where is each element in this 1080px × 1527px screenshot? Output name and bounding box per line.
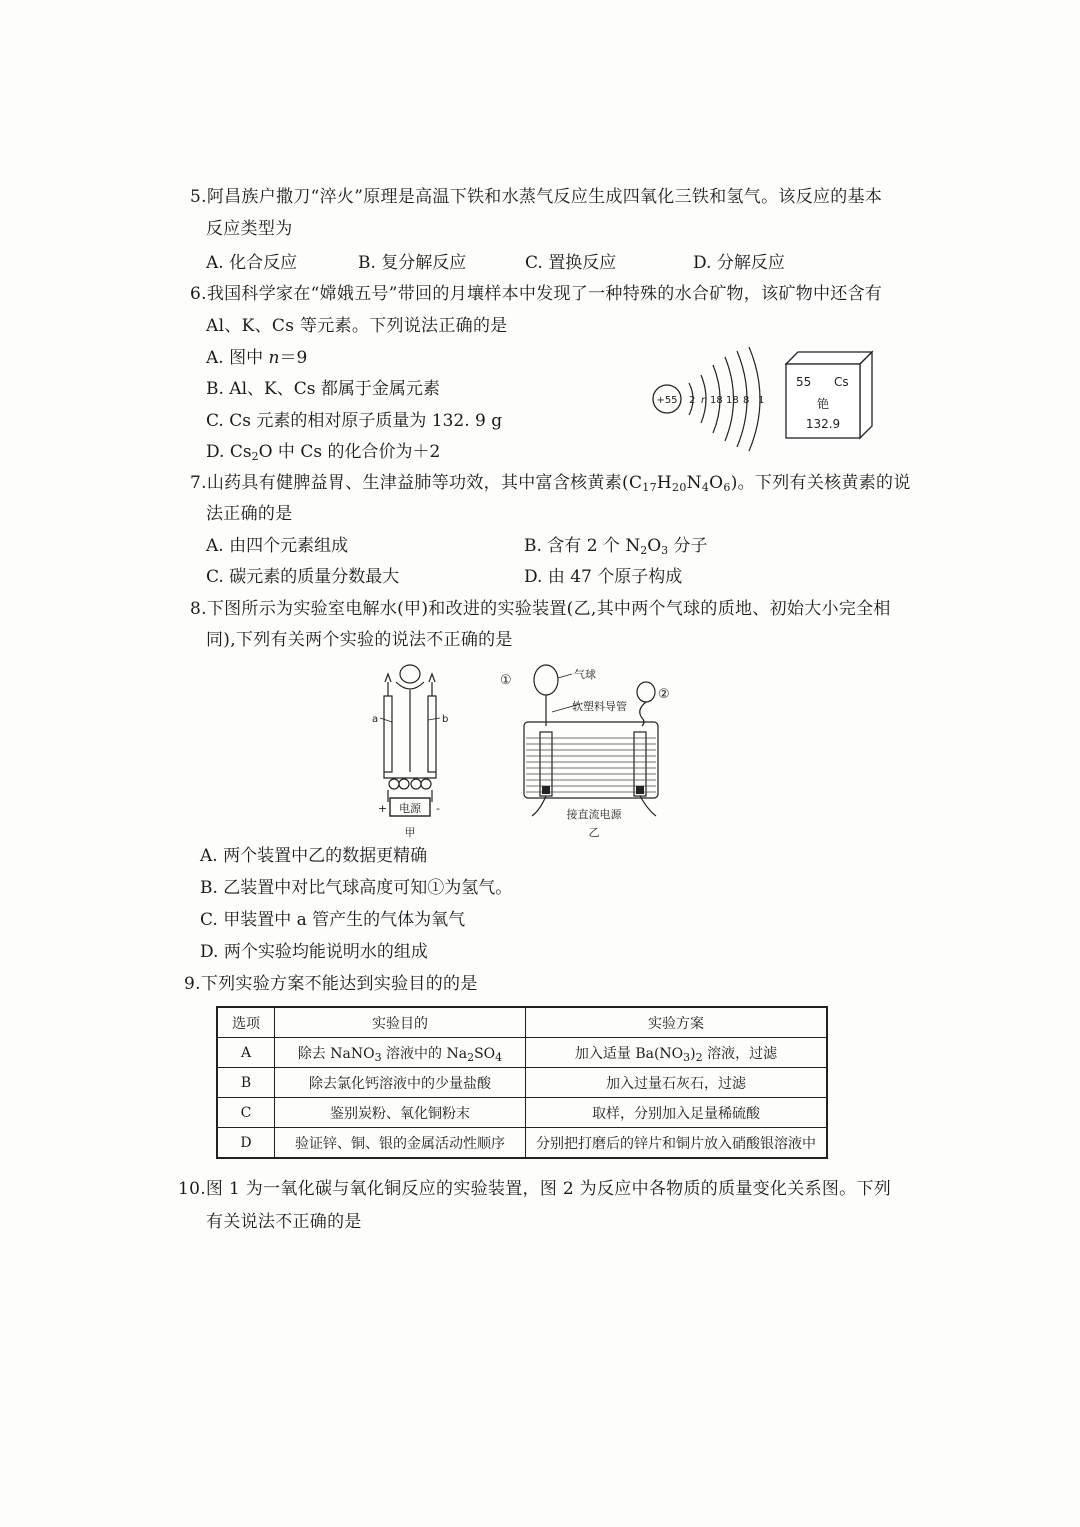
q5-stem-line2: 反应类型为 [206, 219, 293, 239]
balloon-label: 气球 [574, 668, 596, 681]
q7-option-a: A. 由四个元素组成 [206, 536, 349, 556]
table-row [217, 1068, 827, 1098]
balloon-2-label: ② [658, 687, 670, 702]
q8-option-a: A. 两个装置中乙的数据更精确 [200, 846, 428, 866]
q10-stem-line1: 10.图 1 为一氧化碳与氧化铜反应的实验装置，图 2 为反应中各物质的质量变化关系图。下列 [178, 1179, 892, 1199]
header-plan: 实验方案 [526, 1007, 828, 1038]
q8-stem-line2: 同),下列有关两个实验的说法不正确的是 [206, 630, 513, 650]
figure-yi-caption: 乙 [588, 826, 600, 839]
row-plan: 加入适量 $Ba(NO_3)_2$ 溶液，过滤 [526, 1038, 828, 1068]
q8-option-c: C. 甲装置中 a 管产生的气体为氧气 [200, 910, 466, 930]
q5-stem-line1: 5.阿昌族户撒刀“淬火”原理是高温下铁和水蒸气反应生成四氧化三铁和氢气。该反应的基本 [190, 187, 883, 207]
shell-1-count: 2 [689, 395, 696, 406]
atomic-number: 55 [796, 375, 812, 389]
q10-stem-line2: 有关说法不正确的是 [206, 1212, 362, 1232]
q6-option-c: C. Cs 元素的相对原子质量为 132. 9 g [206, 411, 503, 431]
row-plan: 加入过量石灰石，过滤 [526, 1068, 828, 1098]
row-option: B [217, 1068, 275, 1098]
table-row [217, 1098, 827, 1128]
row-option: C [217, 1098, 275, 1128]
q8-option-b: B. 乙装置中对比气球高度可知①为氢气。 [200, 878, 513, 898]
q6-stem-line1: 6.我国科学家在“嫦娥五号”带回的月壤样本中发现了一种特殊的水合矿物，该矿物中还含有 [190, 284, 883, 304]
tube-a-label: a [372, 714, 379, 725]
q6-option-a: A. 图中 n＝9 [206, 348, 308, 368]
row-plan: 取样，分别加入足量稀硫酸 [526, 1098, 828, 1128]
tube-b-label: b [442, 714, 449, 725]
figure-jia-caption: 甲 [404, 826, 416, 839]
table-row [217, 1038, 827, 1068]
q8-option-d: D. 两个实验均能说明水的组成 [200, 942, 428, 962]
shell-2-count: n [701, 395, 708, 406]
q9-stem: 9.下列实验方案不能达到实验目的的是 [184, 974, 478, 994]
q5-option-a: A. 化合反应 [206, 253, 298, 273]
q8-stem-line1: 8.下图所示为实验室电解水(甲)和改进的实验装置(乙,其中两个气球的质地、初始大小完全相 [190, 599, 891, 619]
row-goal: 验证锌、铜、银的金属活动性顺序 [275, 1128, 526, 1159]
q6-option-b: B. Al、K、Cs 都属于金属元素 [206, 379, 440, 399]
negative-terminal: - [436, 802, 440, 815]
shell-3-count: 18 [710, 395, 723, 406]
shell-4-count: 18 [726, 395, 739, 406]
shell-5-count: 8 [743, 395, 750, 406]
dc-power-label: 接直流电源 [566, 808, 622, 821]
table-header-row [217, 1007, 827, 1038]
row-goal: 鉴别炭粉、氧化铜粉末 [275, 1098, 526, 1128]
header-goal: 实验目的 [275, 1007, 526, 1038]
header-option: 选项 [217, 1007, 275, 1038]
element-name: 铯 [816, 397, 830, 411]
shell-6-count: 1 [758, 395, 765, 406]
q7-stem-line2: 法正确的是 [206, 504, 293, 524]
nucleus-charge: +55 [656, 395, 678, 406]
cs-element-card [784, 350, 876, 440]
q5-option-c: C. 置换反应 [525, 253, 617, 273]
cs-atom-structure-diagram [645, 345, 780, 455]
electrolysis-apparatus-jia [368, 660, 458, 840]
q7-option-c: C. 碳元素的质量分数最大 [206, 567, 400, 587]
table-row [217, 1128, 827, 1159]
q6-option-d: D. $Cs_2O$ 中 Cs 的化合价为＋2 [206, 442, 441, 463]
element-symbol: Cs [834, 375, 849, 389]
q7-option-d: D. 由 47 个原子构成 [524, 567, 683, 587]
power-source-label: 电源 [399, 802, 421, 815]
balloon-1-label: ① [500, 673, 512, 688]
row-option: D [217, 1128, 275, 1159]
q7-option-b: B. 含有 2 个 $N_2O_3$ 分子 [524, 536, 708, 557]
row-goal: 除去氯化钙溶液中的少量盐酸 [275, 1068, 526, 1098]
positive-terminal: + [378, 802, 388, 815]
q6-stem-line2: Al、K、Cs 等元素。下列说法正确的是 [206, 316, 508, 336]
q5-option-d: D. 分解反应 [693, 253, 785, 273]
row-option: A [217, 1038, 275, 1068]
relative-atomic-mass: 132.9 [805, 417, 841, 431]
q5-option-b: B. 复分解反应 [358, 253, 467, 273]
experiment-table [216, 1006, 828, 1159]
row-goal: 除去 NaNO$_3$ 溶液中的 $Na_2SO_4$ [275, 1038, 526, 1068]
improved-apparatus-yi [496, 660, 696, 842]
plastic-tube-label: 软塑料导管 [572, 700, 627, 713]
row-plan: 分别把打磨后的锌片和铜片放入硝酸银溶液中 [526, 1128, 828, 1159]
q7-stem-line1: 7.山药具有健脾益胃、生津益肺等功效，其中富含核黄素$(C_{17}H_{20}N_4O_6)$。下列有关核黄素的说 [190, 473, 911, 494]
